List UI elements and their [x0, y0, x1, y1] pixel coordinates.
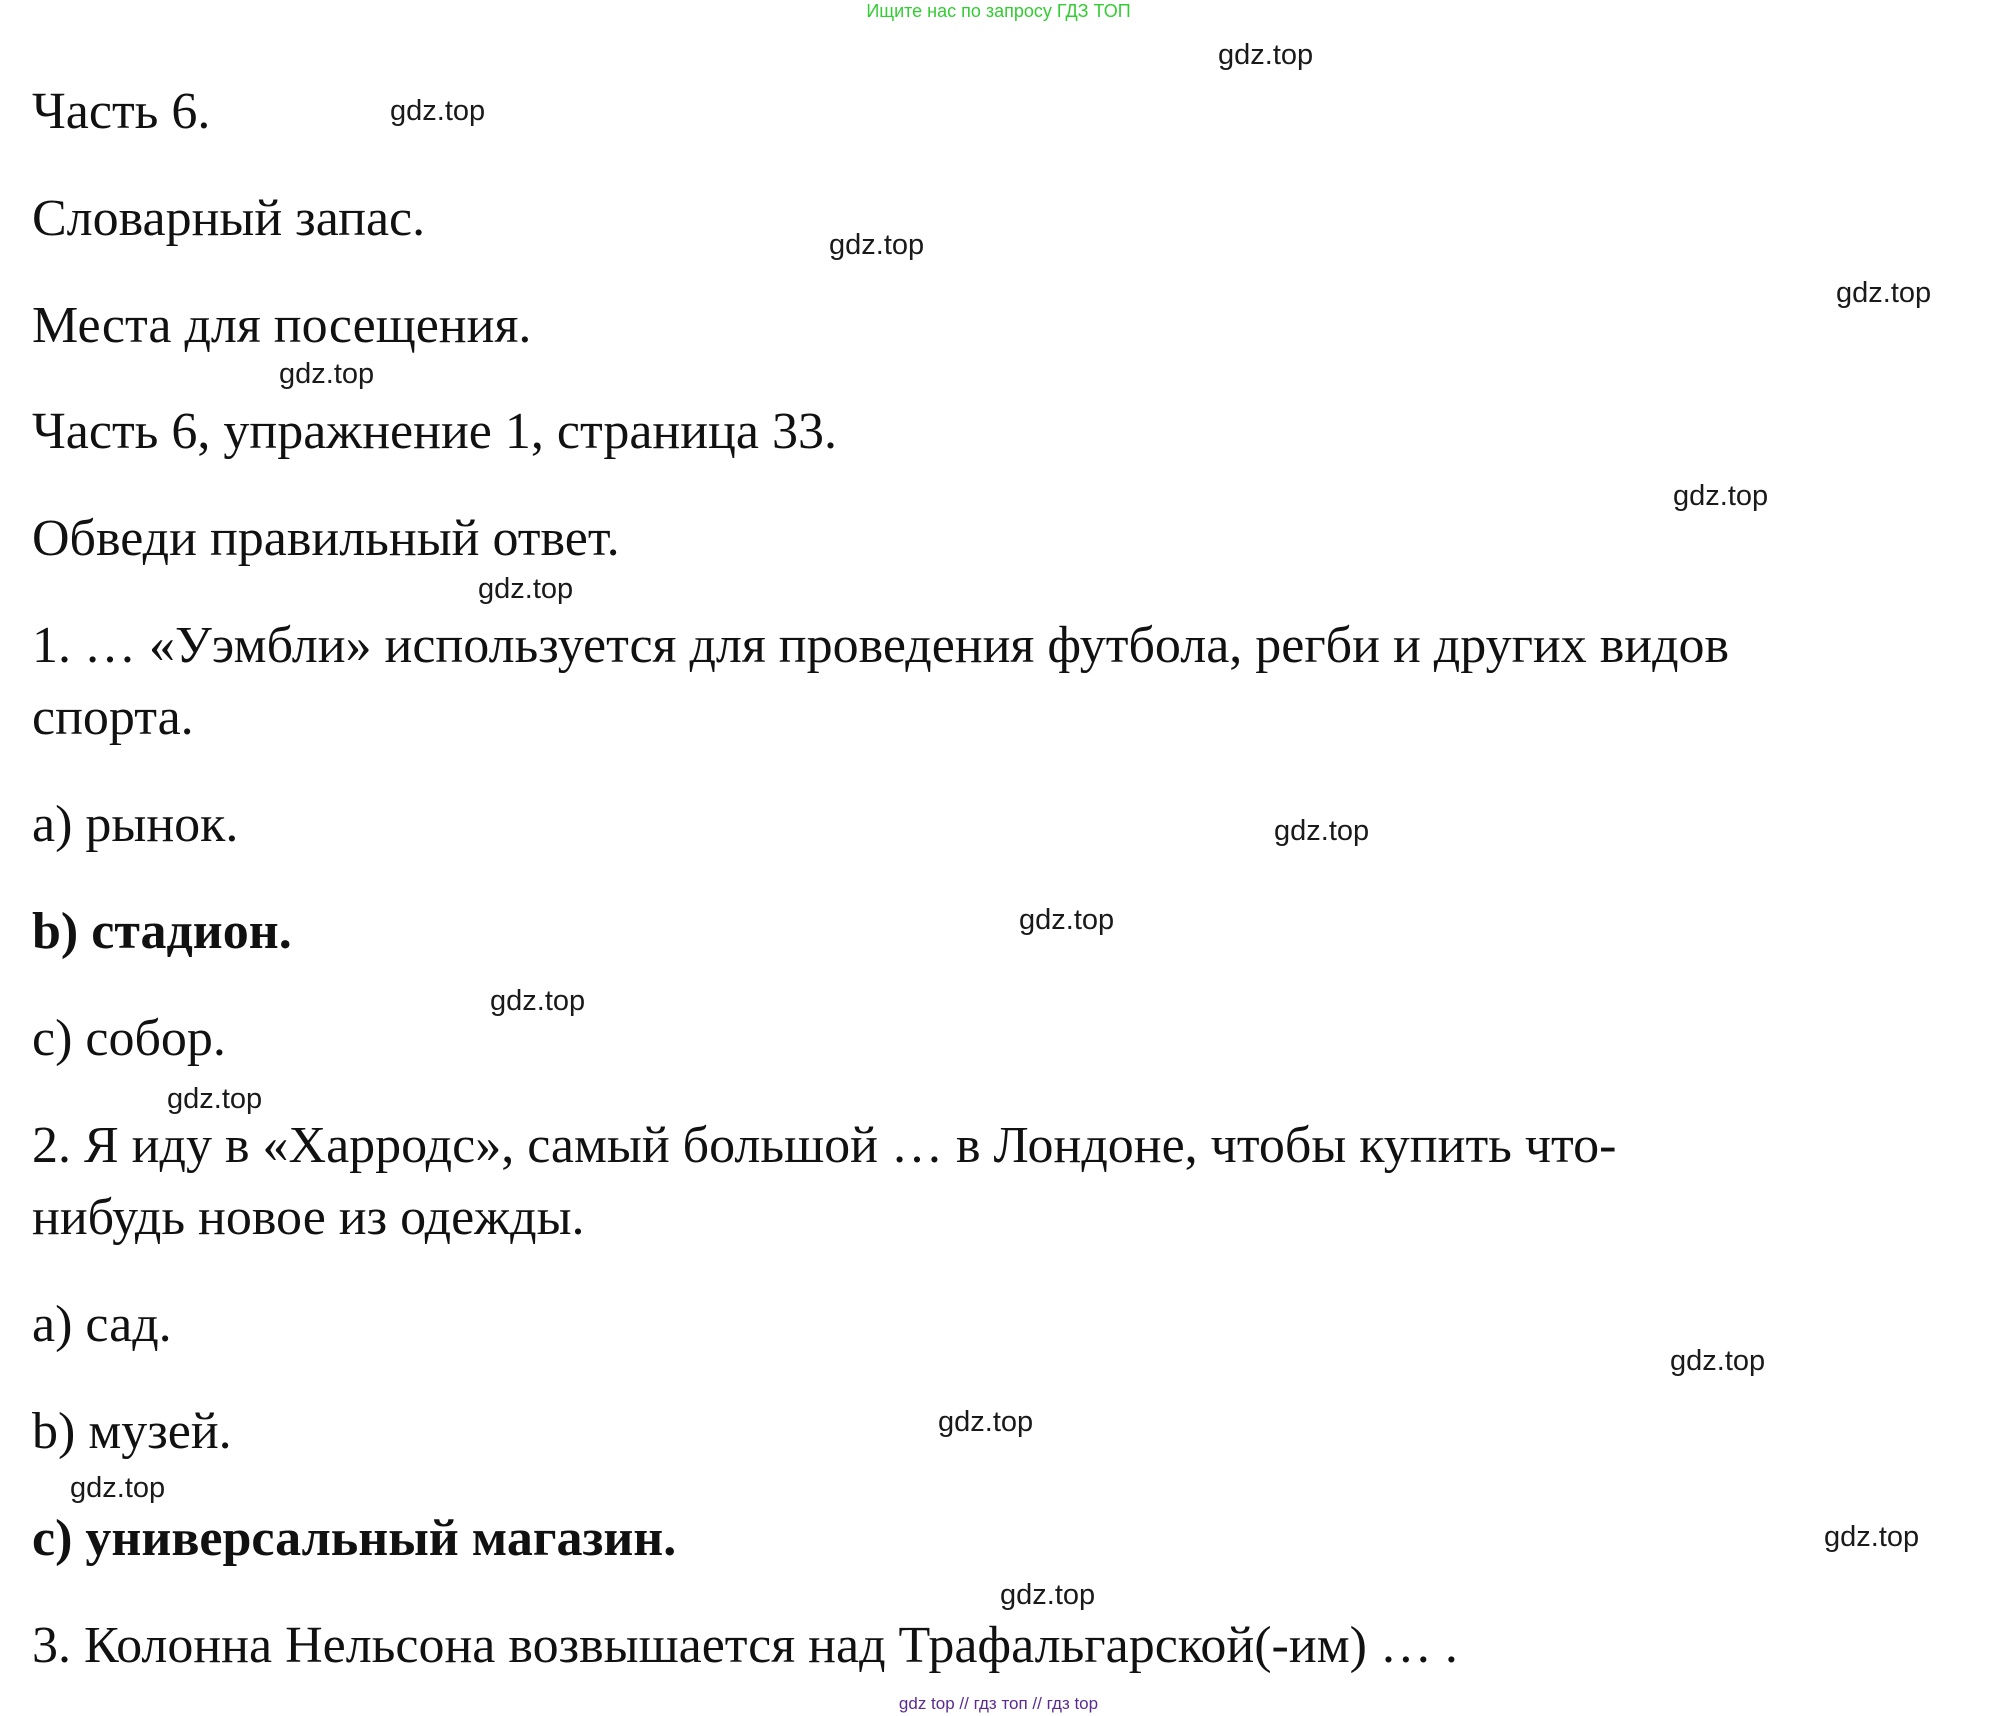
watermark: gdz.top [279, 358, 375, 390]
question-2-option-c-answer: c) универсальный магазин. [32, 1510, 677, 1567]
question-2-line-1: 2. Я иду в «Харродс», самый большой … в Лондоне, чтобы купить что- [32, 1117, 1617, 1174]
topic-title: Места для посещения. [32, 297, 532, 354]
question-1-line-2: спорта. [32, 689, 194, 746]
watermark: gdz.top [1824, 1521, 1920, 1553]
section-title: Словарный запас. [32, 190, 426, 247]
watermark: gdz.top [1274, 815, 1370, 847]
part-title: Часть 6. [32, 83, 211, 140]
watermark: gdz.top [1673, 480, 1769, 512]
watermark: gdz.top [829, 229, 925, 261]
instruction: Обведи правильный ответ. [32, 510, 620, 567]
watermark: gdz.top [390, 95, 486, 127]
watermark: gdz.top [1218, 39, 1314, 71]
question-2-option-b: b) музей. [32, 1403, 232, 1460]
watermark: gdz.top [1000, 1579, 1096, 1611]
top-banner: Ищите нас по запросу ГДЗ ТОП [866, 1, 1131, 21]
exercise-title: Часть 6, упражнение 1, страница 33. [32, 403, 837, 460]
watermark: gdz.top [938, 1406, 1034, 1438]
question-2-line-2: нибудь новое из одежды. [32, 1189, 585, 1246]
question-3-line-1: 3. Колонна Нельсона возвышается над Трафальгарской(-им) … . [32, 1617, 1458, 1674]
watermark: gdz.top [490, 985, 586, 1017]
question-2-option-a: a) сад. [32, 1296, 172, 1353]
watermark: gdz.top [1019, 904, 1115, 936]
watermark: gdz.top [478, 573, 574, 605]
watermark: gdz.top [167, 1083, 263, 1115]
watermark: gdz.top [1836, 277, 1932, 309]
question-1-option-b-answer: b) стадион. [32, 903, 292, 960]
watermark: gdz.top [1670, 1345, 1766, 1377]
question-1-line-1: 1. … «Уэмбли» используется для проведения футбола, регби и других видов [32, 617, 1730, 674]
question-1-option-c: c) собор. [32, 1010, 226, 1067]
question-1-option-a: a) рынок. [32, 796, 239, 853]
watermark: gdz.top [70, 1472, 166, 1504]
bottom-banner: gdz top // гдз топ // гдз top [898, 1694, 1099, 1713]
